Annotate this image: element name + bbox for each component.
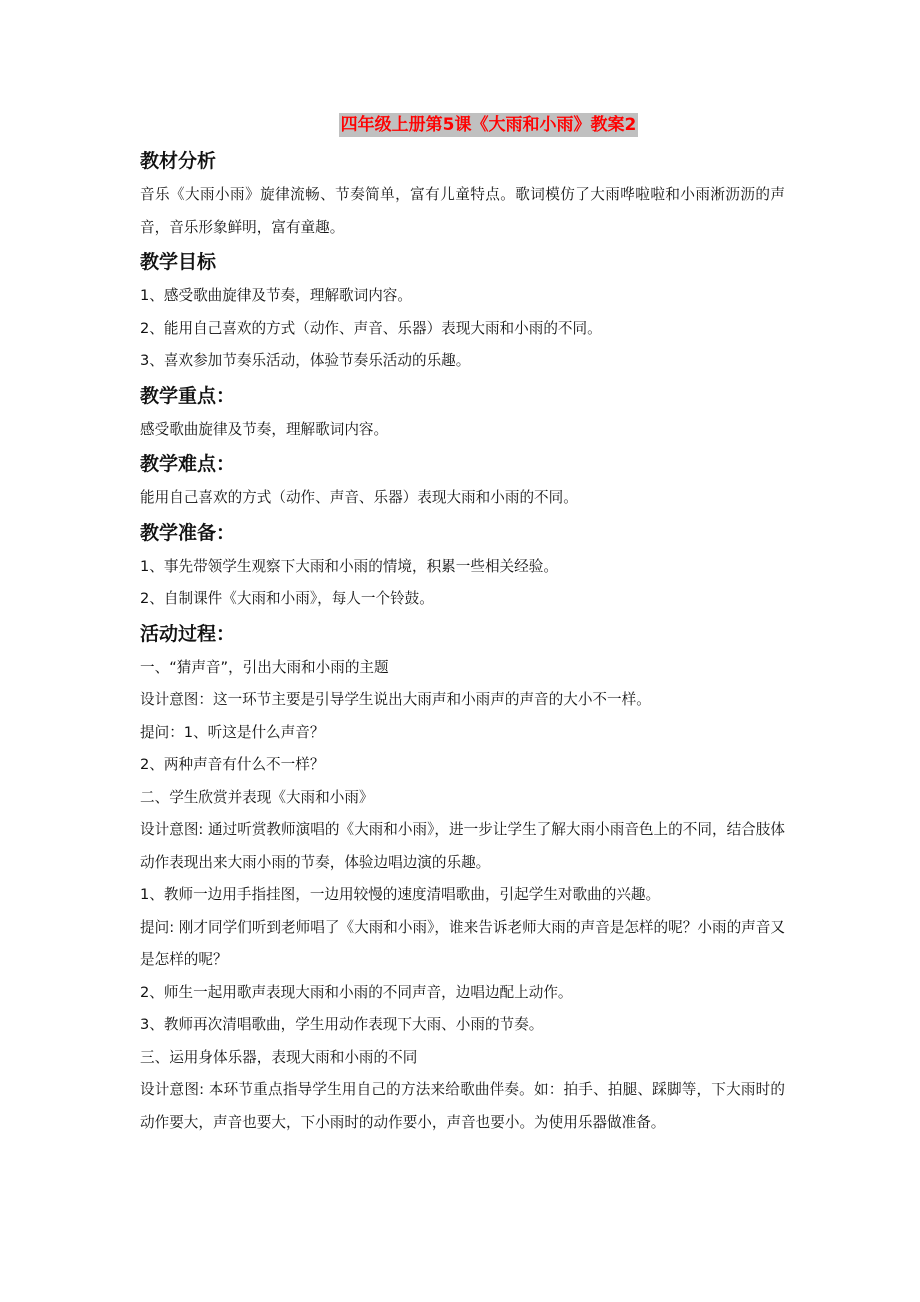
paragraph: 提问：1、听这是什么声音？ [140,723,325,741]
section-heading-key-points: 教学重点： [140,384,236,407]
paragraph: 设计意图：这一环节主要是引导学生说出大雨声和小雨声的声音的大小不一样。 [140,691,651,708]
paragraph: 设计意图: 本环节重点指导学生用自己的方法来给歌曲伴奏。如：拍手、拍腿、踩脚等，下大雨时的动作要大，声音也要大，下小雨时的动作要小，声音也要小。为使用乐器做准备。 [140,1081,785,1131]
list-item: 1、感受歌曲旋律及节奏，理解歌词内容。 [140,287,412,304]
document-title: 四年级上册第5课《大雨和小雨》教案2 [340,115,637,135]
paragraph: 3、教师再次清唱歌曲，学生用动作表现下大雨、小雨的节奏。 [140,1016,544,1033]
paragraph: 2、师生一起用歌声表现大雨和小雨的不同声音，边唱边配上动作。 [140,983,573,1001]
paragraph: 一、“猜声音”，引出大雨和小雨的主题 [140,658,389,676]
paragraph: 音乐《大雨小雨》旋律流畅、节奏简单，富有儿童特点。歌词模仿了大雨哗啦啦和小雨淅沥沥的声音，音乐形象鲜明，富有童趣。 [140,186,785,236]
section-heading-preparation: 教学准备： [140,521,236,544]
list-item: 1、事先带领学生观察下大雨和小雨的情境，积累一些相关经验。 [140,557,558,575]
paragraph: 二、学生欣赏并表现《大雨和小雨》 [140,788,374,806]
section-heading-process: 活动过程： [140,622,236,645]
paragraph: 能用自己喜欢的方式（动作、声音、乐器）表现大雨和小雨的不同。 [140,489,578,506]
section-heading-objectives: 教学目标 [140,251,217,273]
paragraph: 1、教师一边用手指挂图，一边用较慢的速度清唱歌曲，引起学生对歌曲的兴趣。 [140,886,661,903]
list-item: 2、自制课件《大雨和小雨》，每人一个铃鼓。 [140,590,434,607]
section-heading-difficulties: 教学难点： [140,453,236,475]
paragraph: 提问: 刚才同学们听到老师唱了《大雨和小雨》，谁来告诉老师大雨的声音是怎样的呢？小雨的声音又是怎样的呢？ [140,918,785,968]
paragraph: 感受歌曲旋律及节奏，理解歌词内容。 [140,420,389,438]
list-item: 2、能用自己喜欢的方式（动作、声音、乐器）表现大雨和小雨的不同。 [140,319,602,337]
document-page [140,113,785,1139]
section-heading-material-analysis: 教材分析 [140,150,217,172]
paragraph: 设计意图: 通过听赏教师演唱的《大雨和小雨》，进一步让学生了解大雨小雨音色上的不同，结合肢体动作表现出来大雨小雨的节奏，体验边唱边演的乐趣。 [140,821,785,871]
paragraph: 三、运用身体乐器，表现大雨和小雨的不同 [140,1048,418,1066]
list-item: 3、喜欢参加节奏乐活动，体验节奏乐活动的乐趣。 [140,352,471,369]
paragraph: 2、两种声音有什么不一样？ [140,756,325,773]
